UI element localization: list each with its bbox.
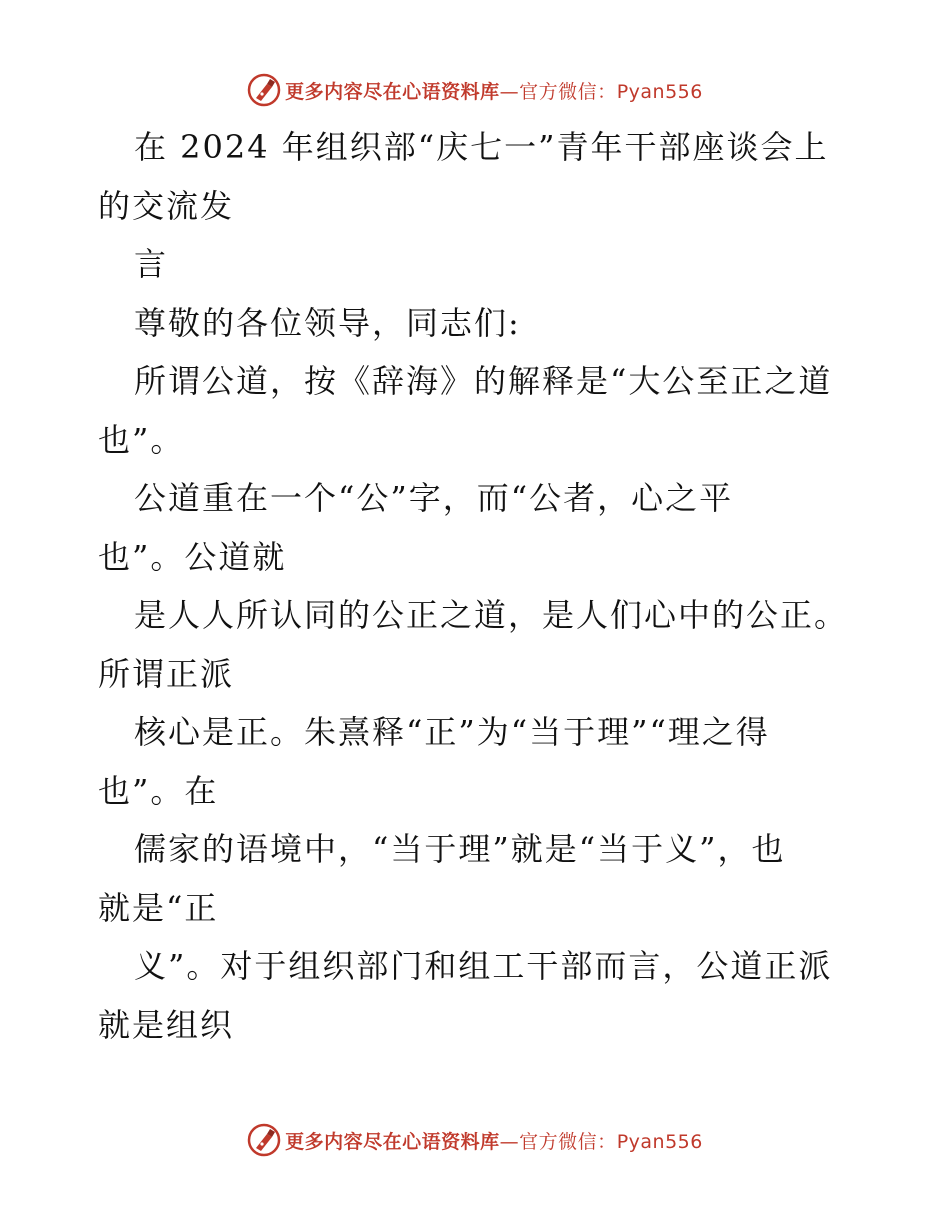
banner-text — [285, 1127, 703, 1154]
text-line: 也”。公道就 — [98, 537, 287, 576]
banner-wechat-id: Pyan556 — [616, 80, 703, 103]
text-line: 就是“正 — [98, 888, 219, 927]
text-line: 也”。 — [98, 420, 185, 459]
text-line: 儒家的语境中，“当于理”就是“当于义”，也 — [134, 830, 786, 868]
text-line: 所谓正派 — [98, 654, 235, 693]
pen-nib-logo-icon — [247, 73, 281, 107]
text-line: 核心是正。朱熹释“正”为“当于理”“理之得 — [134, 713, 770, 751]
text-line: 是人人所认同的公正之道，是人们心中的公正。 — [134, 596, 849, 634]
banner-wechat-id: Pyan556 — [616, 1130, 703, 1153]
banner-dash: — — [499, 1130, 520, 1153]
text-line: 在 2024 年组织部“庆七一”青年干部座谈会上 — [134, 128, 829, 166]
banner-wechat-label: 官方微信： — [519, 80, 617, 103]
banner-text — [285, 77, 703, 104]
text-line: 公道重在一个“公”字，而“公者，心之平 — [134, 479, 734, 517]
header-banner — [0, 70, 950, 110]
banner-site-text: 更多内容尽在心语资料库 — [285, 80, 500, 103]
footer-banner — [0, 1120, 950, 1160]
text-line: 尊敬的各位领导，同志们: — [134, 303, 521, 342]
text-line: 言 — [134, 245, 169, 283]
text-line: 所谓公道，按《辞海》的解释是“大公至正之道 — [134, 362, 833, 400]
document-body — [98, 118, 858, 1054]
banner-dash: — — [499, 80, 520, 103]
text-line: 义”。对于组织部门和组工干部而言，公道正派 — [134, 947, 833, 985]
text-line: 就是组织 — [98, 1005, 235, 1044]
banner-wechat-label: 官方微信： — [519, 1130, 617, 1153]
text-line: 的交流发 — [98, 186, 235, 225]
pen-nib-logo-icon — [247, 1123, 281, 1157]
text-line: 也”。在 — [98, 771, 219, 810]
banner-site-text: 更多内容尽在心语资料库 — [285, 1130, 500, 1153]
